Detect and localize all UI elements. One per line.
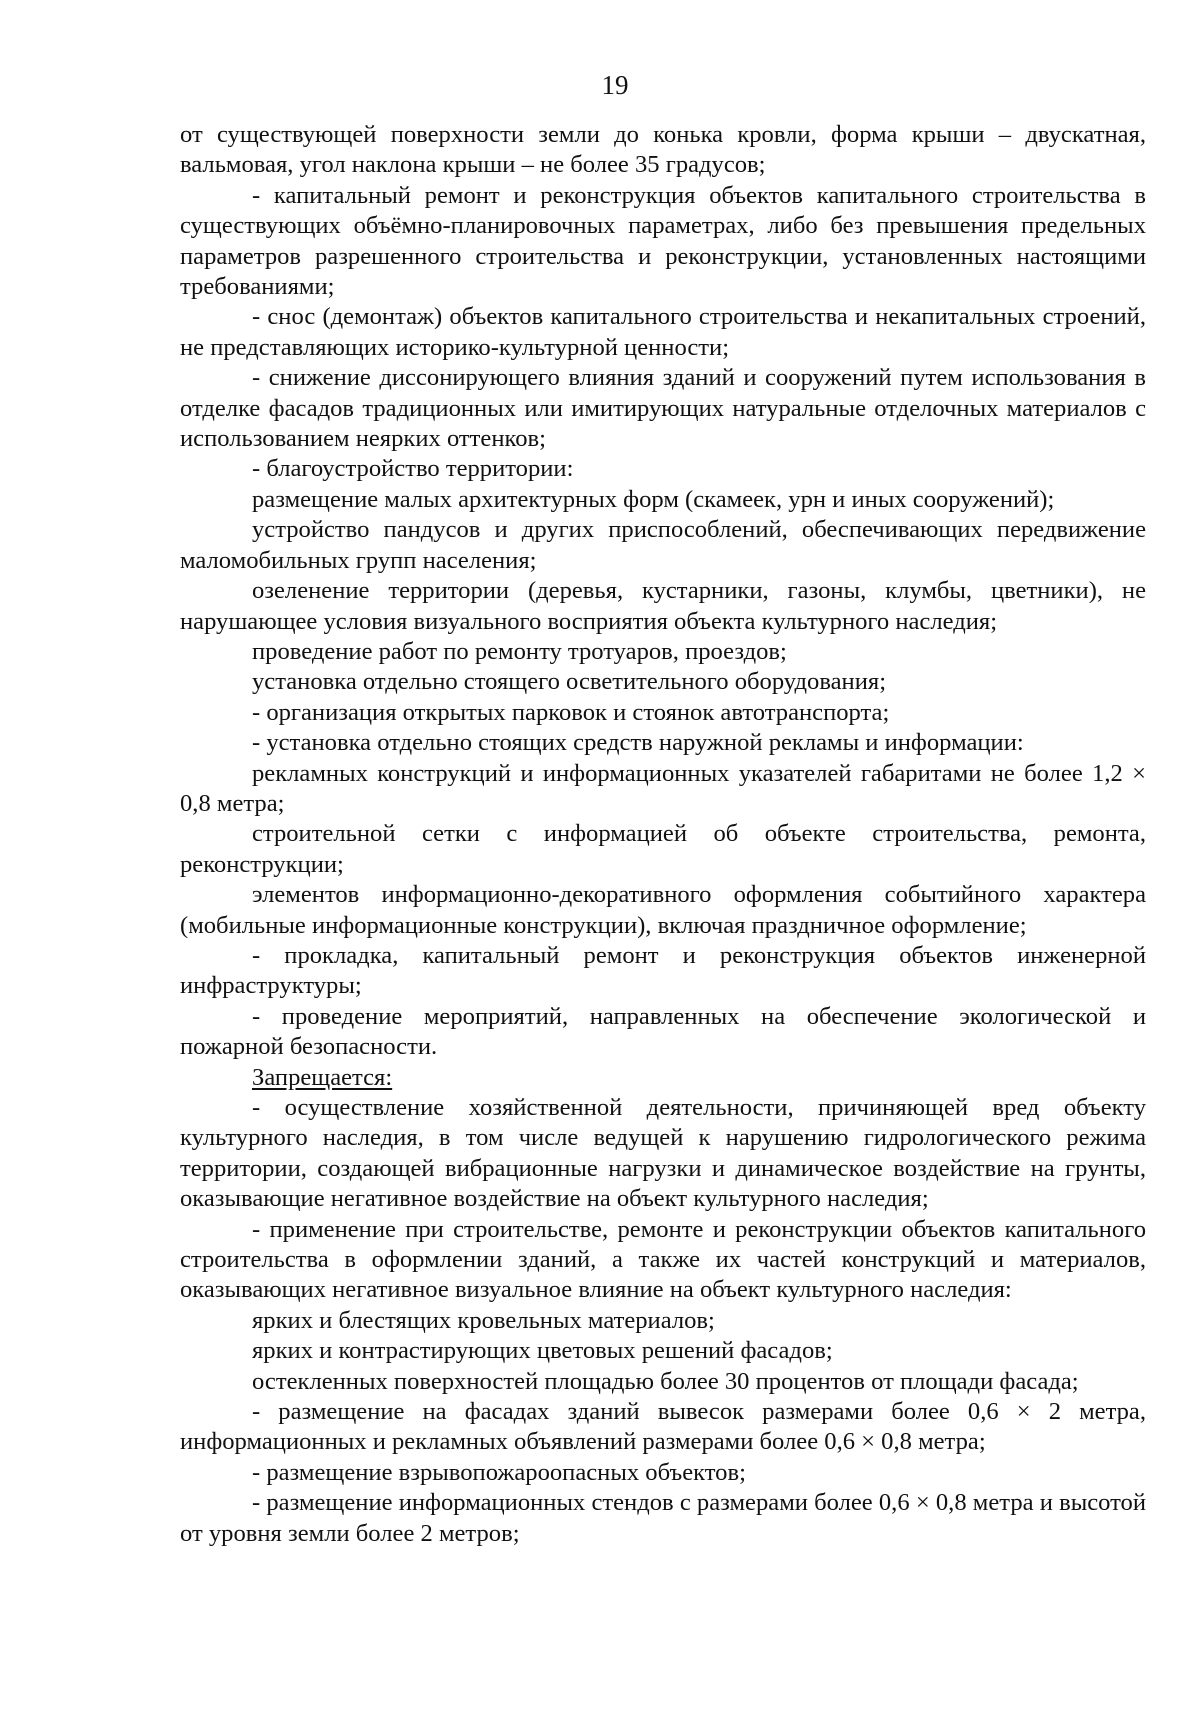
paragraph: - осуществление хозяйственной деятельности, причиняющей вред объекту культурного наследия, в том числе ведущей к нарушению гидрологического режима территории, создающей вибрационные нагрузки и динамическое воздействие на грунты, оказывающие негативное воздействие на объект культурного наследия; <box>180 1094 1146 1213</box>
page-number: 19 <box>601 70 629 100</box>
section-heading: Запрещается: <box>252 1063 393 1091</box>
paragraph: - капитальный ремонт и реконструкция объектов капитального строительства в существующих объёмно-планировочных параметрах, либо без превышения предельных параметров разрешенного строительства и реконструкции, установленных настоящими требованиями; <box>180 181 1146 301</box>
paragraph: - проведение мероприятий, направленных на обеспечение экологической и пожарной безопасности. <box>180 1002 1146 1061</box>
paragraph: элементов информационно-декоративного оформления событийного характера (мобильные информационные конструкции), включая праздничное оформление; <box>180 881 1146 939</box>
document-body <box>180 120 1146 1549</box>
paragraph: размещение малых архитектурных форм (скамеек, урн и иных сооружений); <box>252 485 1055 513</box>
paragraph: - размещение информационных стендов с размерами более 0,6 × 0,8 метра и высотой от уровня земли более 2 метров; <box>180 1489 1146 1547</box>
paragraph: проведение работ по ремонту тротуаров, проездов; <box>252 637 787 665</box>
paragraph: установка отдельно стоящего осветительного оборудования; <box>252 668 887 696</box>
paragraph: устройство пандусов и других приспособлений, обеспечивающих передвижение маломобильных групп населения; <box>180 516 1146 574</box>
paragraph: остекленных поверхностей площадью более 30 процентов от площади фасада; <box>252 1367 1079 1395</box>
paragraph <box>180 1063 1146 1093</box>
paragraph: - размещение взрывопожароопасных объектов; <box>252 1458 746 1486</box>
paragraph: - прокладка, капитальный ремонт и реконструкция объектов инженерной инфраструктуры; <box>180 941 1146 1000</box>
paragraph: - применение при строительстве, ремонте и реконструкции объектов капитального строительства в оформлении зданий, а также их частей конструкций и материалов, оказывающих негативное визуальное влияние на объект культурного наследия: <box>180 1215 1146 1304</box>
paragraph: - благоустройство территории: <box>252 455 574 483</box>
paragraph: - установка отдельно стоящих средств наружной рекламы и информации: <box>252 729 1024 757</box>
paragraph: от существующей поверхности земли до конька кровли, форма крыши – двускатная, вальмовая, угол наклона крыши – не более 35 градусов; <box>180 121 1146 179</box>
paragraph: строительной сетки с информацией об объекте строительства, ремонта, реконструкции; <box>180 820 1146 878</box>
paragraph: ярких и контрастирующих цветовых решений фасадов; <box>252 1337 833 1365</box>
paragraph: ярких и блестящих кровельных материалов; <box>252 1306 715 1334</box>
paragraph: озеленение территории (деревья, кустарники, газоны, клумбы, цветники), не нарушающее условия визуального восприятия объекта культурного наследия; <box>180 577 1146 635</box>
paragraph: рекламных конструкций и информационных указателей габаритами не более 1,2 × 0,8 метра; <box>180 759 1146 817</box>
paragraph: - размещение на фасадах зданий вывесок размерами более 0,6 × 2 метра, информационных и рекламных объявлений размерами более 0,6 × 0,8 метра; <box>180 1398 1146 1456</box>
paragraph: - снос (демонтаж) объектов капитального строительства и некапитальных строений, не представляющих историко-культурной ценности; <box>180 303 1146 361</box>
paragraph: - снижение диссонирующего влияния зданий и сооружений путем использования в отделке фасадов традиционных или имитирующих натуральные отделочных материалов с использованием неярких оттенков; <box>180 364 1146 453</box>
paragraph: - организация открытых парковок и стоянок автотранспорта; <box>252 698 890 726</box>
